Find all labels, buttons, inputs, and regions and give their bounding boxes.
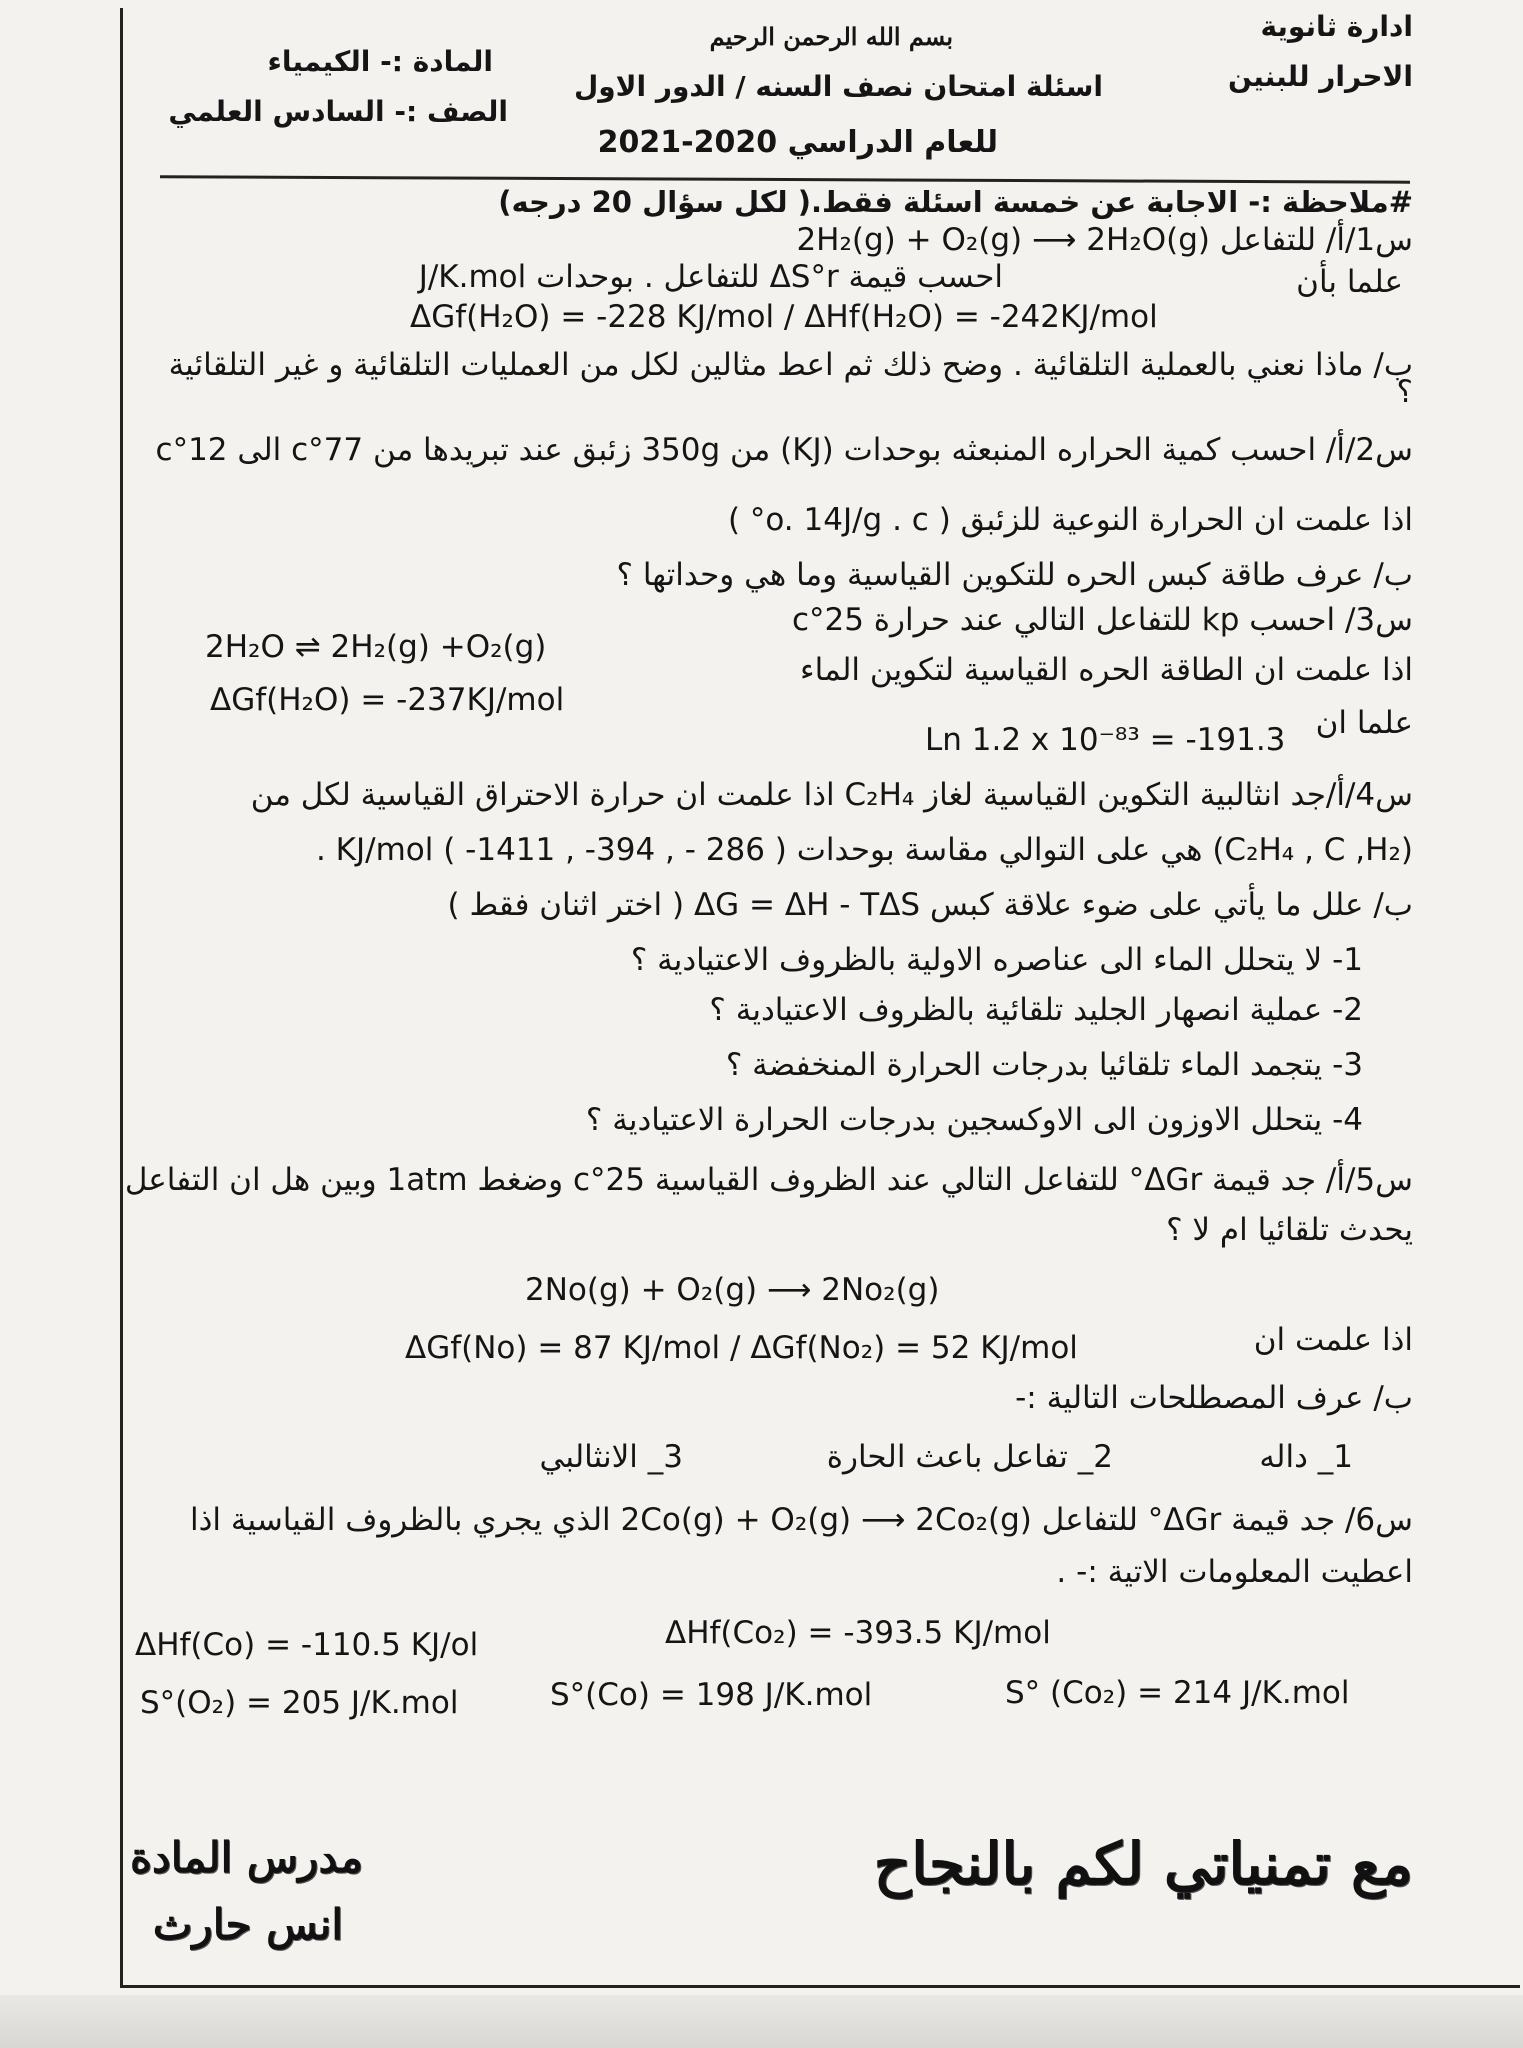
q5-a-line2: يحدث تلقائيا ام لا ؟ (1166, 1212, 1413, 1248)
q3-ln-value: Ln 1.2 x 10⁻⁸³ = -191.3 (925, 722, 1286, 758)
q3-equation: 2H₂O ⇌ 2H₂(g) +O₂(g) (205, 629, 547, 665)
q1-a-line2: احسب قيمة ΔS°r للتفاعل . بوحدات J/K.mol (418, 259, 1003, 295)
q3-line3: علما ان (1315, 705, 1413, 741)
q4-a-line1: س4/أ/جد انثالبية التكوين القياسية لغاز C₂H₄ اذا علمت ان حرارة الاحتراق القياسية لكل من (250, 777, 1413, 813)
q1-given: ΔGf(H₂O) = -228 KJ/mol / ΔHf(H₂O) = -242KJ/mol (410, 299, 1158, 335)
q6-data-4: S°(Co) = 198 J/K.mol (550, 1677, 873, 1713)
closing-wish: مع تمنياتي لكم بالنجاح (873, 1830, 1413, 1898)
q4-a-line2: (C₂H₄ , C ,H₂) هي على التوالي مقاسة بوحدات KJ/mol ( -1411 , -394 , - 286 ) . (315, 832, 1413, 868)
q5-term-3: 3_ الانثالبي (539, 1439, 683, 1475)
q4-item-4: 4- يتحلل الاوزون الى الاوكسجين بدرجات الحرارة الاعتيادية ؟ (585, 1102, 1363, 1138)
q1-a-text: س1/أ/ للتفاعل (1219, 222, 1413, 258)
q6-data-2: ΔHf(Co₂) = -393.5 KJ/mol (665, 1615, 1051, 1651)
q1-a-line (796, 220, 1413, 260)
grade-label: الصف :- السادس العلمي (168, 95, 508, 128)
q6-data-1: ΔHf(Co) = -110.5 KJ/ol (135, 1627, 479, 1663)
q4-item-2: 2- عملية انصهار الجليد تلقائية بالظروف الاعتيادية ؟ (709, 992, 1363, 1028)
q4-b-line: ب/ علل ما يأتي على ضوء علاقة كبس ΔG = ΔH - TΔS ( اختر اثنان فقط ) (447, 887, 1413, 923)
q3-line1: س3/ احسب kp للتفاعل التالي عند حرارة 25°c (791, 602, 1413, 638)
q5-a-line1: س5/أ/ جد قيمة ΔGr° للتفاعل التالي عند الظروف القياسية 25°c وضغط 1atm وبين هل ان التفاعل (124, 1162, 1413, 1198)
exam-note: #ملاحظة :- الاجابة عن خمسة اسئلة فقط.( لكل سؤال 20 درجه) (498, 185, 1413, 219)
school-line1: ادارة ثانوية (1260, 10, 1413, 43)
q3-given: ΔGf(H₂O) = -237KJ/mol (210, 682, 565, 718)
q1-b-line1: ب/ ماذا نعني بالعملية التلقائية . وضح ذلك ثم اعط مثالين لكل من العمليات التلقائية و غير التلقائية (168, 347, 1413, 383)
school-line2: الاحرار للبنين (1228, 60, 1413, 93)
q6-line2: اعطيت المعلومات الاتية :- . (1056, 1554, 1413, 1590)
subject-label: المادة :- الكيمياء (267, 45, 493, 78)
teacher-title: مدرس المادة (130, 1833, 363, 1882)
q5-given-label: اذا علمت ان (1253, 1322, 1413, 1358)
exam-title: اسئلة امتحان نصف السنه / الدور الاول (573, 70, 1103, 103)
q5-given: ΔGf(No) = 87 KJ/mol / ΔGf(No₂) = 52 KJ/mol (405, 1330, 1078, 1366)
q5-term-1: 1_ داله (1259, 1439, 1353, 1475)
basmala: بسم الله الرحمن الرحيم (709, 22, 953, 51)
q1-given-label: علما بأن (1296, 264, 1403, 300)
q6-line1: س6/ جد قيمة ΔGr° للتفاعل 2Co(g) + O₂(g) ⟶ 2Co₂(g) الذي يجري بالظروف القياسية اذا (189, 1502, 1413, 1538)
q6-data-3: S°(O₂) = 205 J/K.mol (140, 1685, 459, 1721)
q2-a-line1: س2/أ/ احسب كمية الحراره المنبعثه بوحدات (KJ) من 350g زئبق عند تبريدها من 77°c الى 12°c (155, 432, 1413, 468)
q3-line2: اذا علمت ان الطاقة الحره القياسية لتكوين الماء (800, 652, 1413, 688)
year-label: للعام الدراسي 2020-2021 (597, 125, 998, 160)
q1-b-line2: ؟ (1396, 374, 1413, 410)
q4-item-3: 3- يتجمد الماء تلقائيا بدرجات الحرارة المنخفضة ؟ (725, 1047, 1363, 1083)
q2-b-line: ب/ عرف طاقة كبس الحره للتكوين القياسية وما هي وحداتها ؟ (616, 557, 1413, 593)
q6-data-5: S° (Co₂) = 214 J/K.mol (1005, 1675, 1350, 1711)
q2-a-line2: اذا علمت ان الحرارة النوعية للزئبق ( o. 14J/g . c° ) (727, 502, 1413, 538)
q5-b-line: ب/ عرف المصطلحات التالية :- (1015, 1380, 1413, 1416)
q1-a-equation: 2H₂(g) + O₂(g) ⟶ 2H₂O(g) (796, 222, 1211, 258)
q5-term-2: 2_ تفاعل باعث الحارة (826, 1439, 1113, 1475)
q4-item-1: 1- لا يتحلل الماء الى عناصره الاولية بالظروف الاعتيادية ؟ (630, 942, 1363, 978)
q5-equation: 2No(g) + O₂(g) ⟶ 2No₂(g) (525, 1272, 940, 1308)
bottom-edge (0, 1995, 1523, 2048)
teacher-name: انس حارث (152, 1900, 343, 1949)
